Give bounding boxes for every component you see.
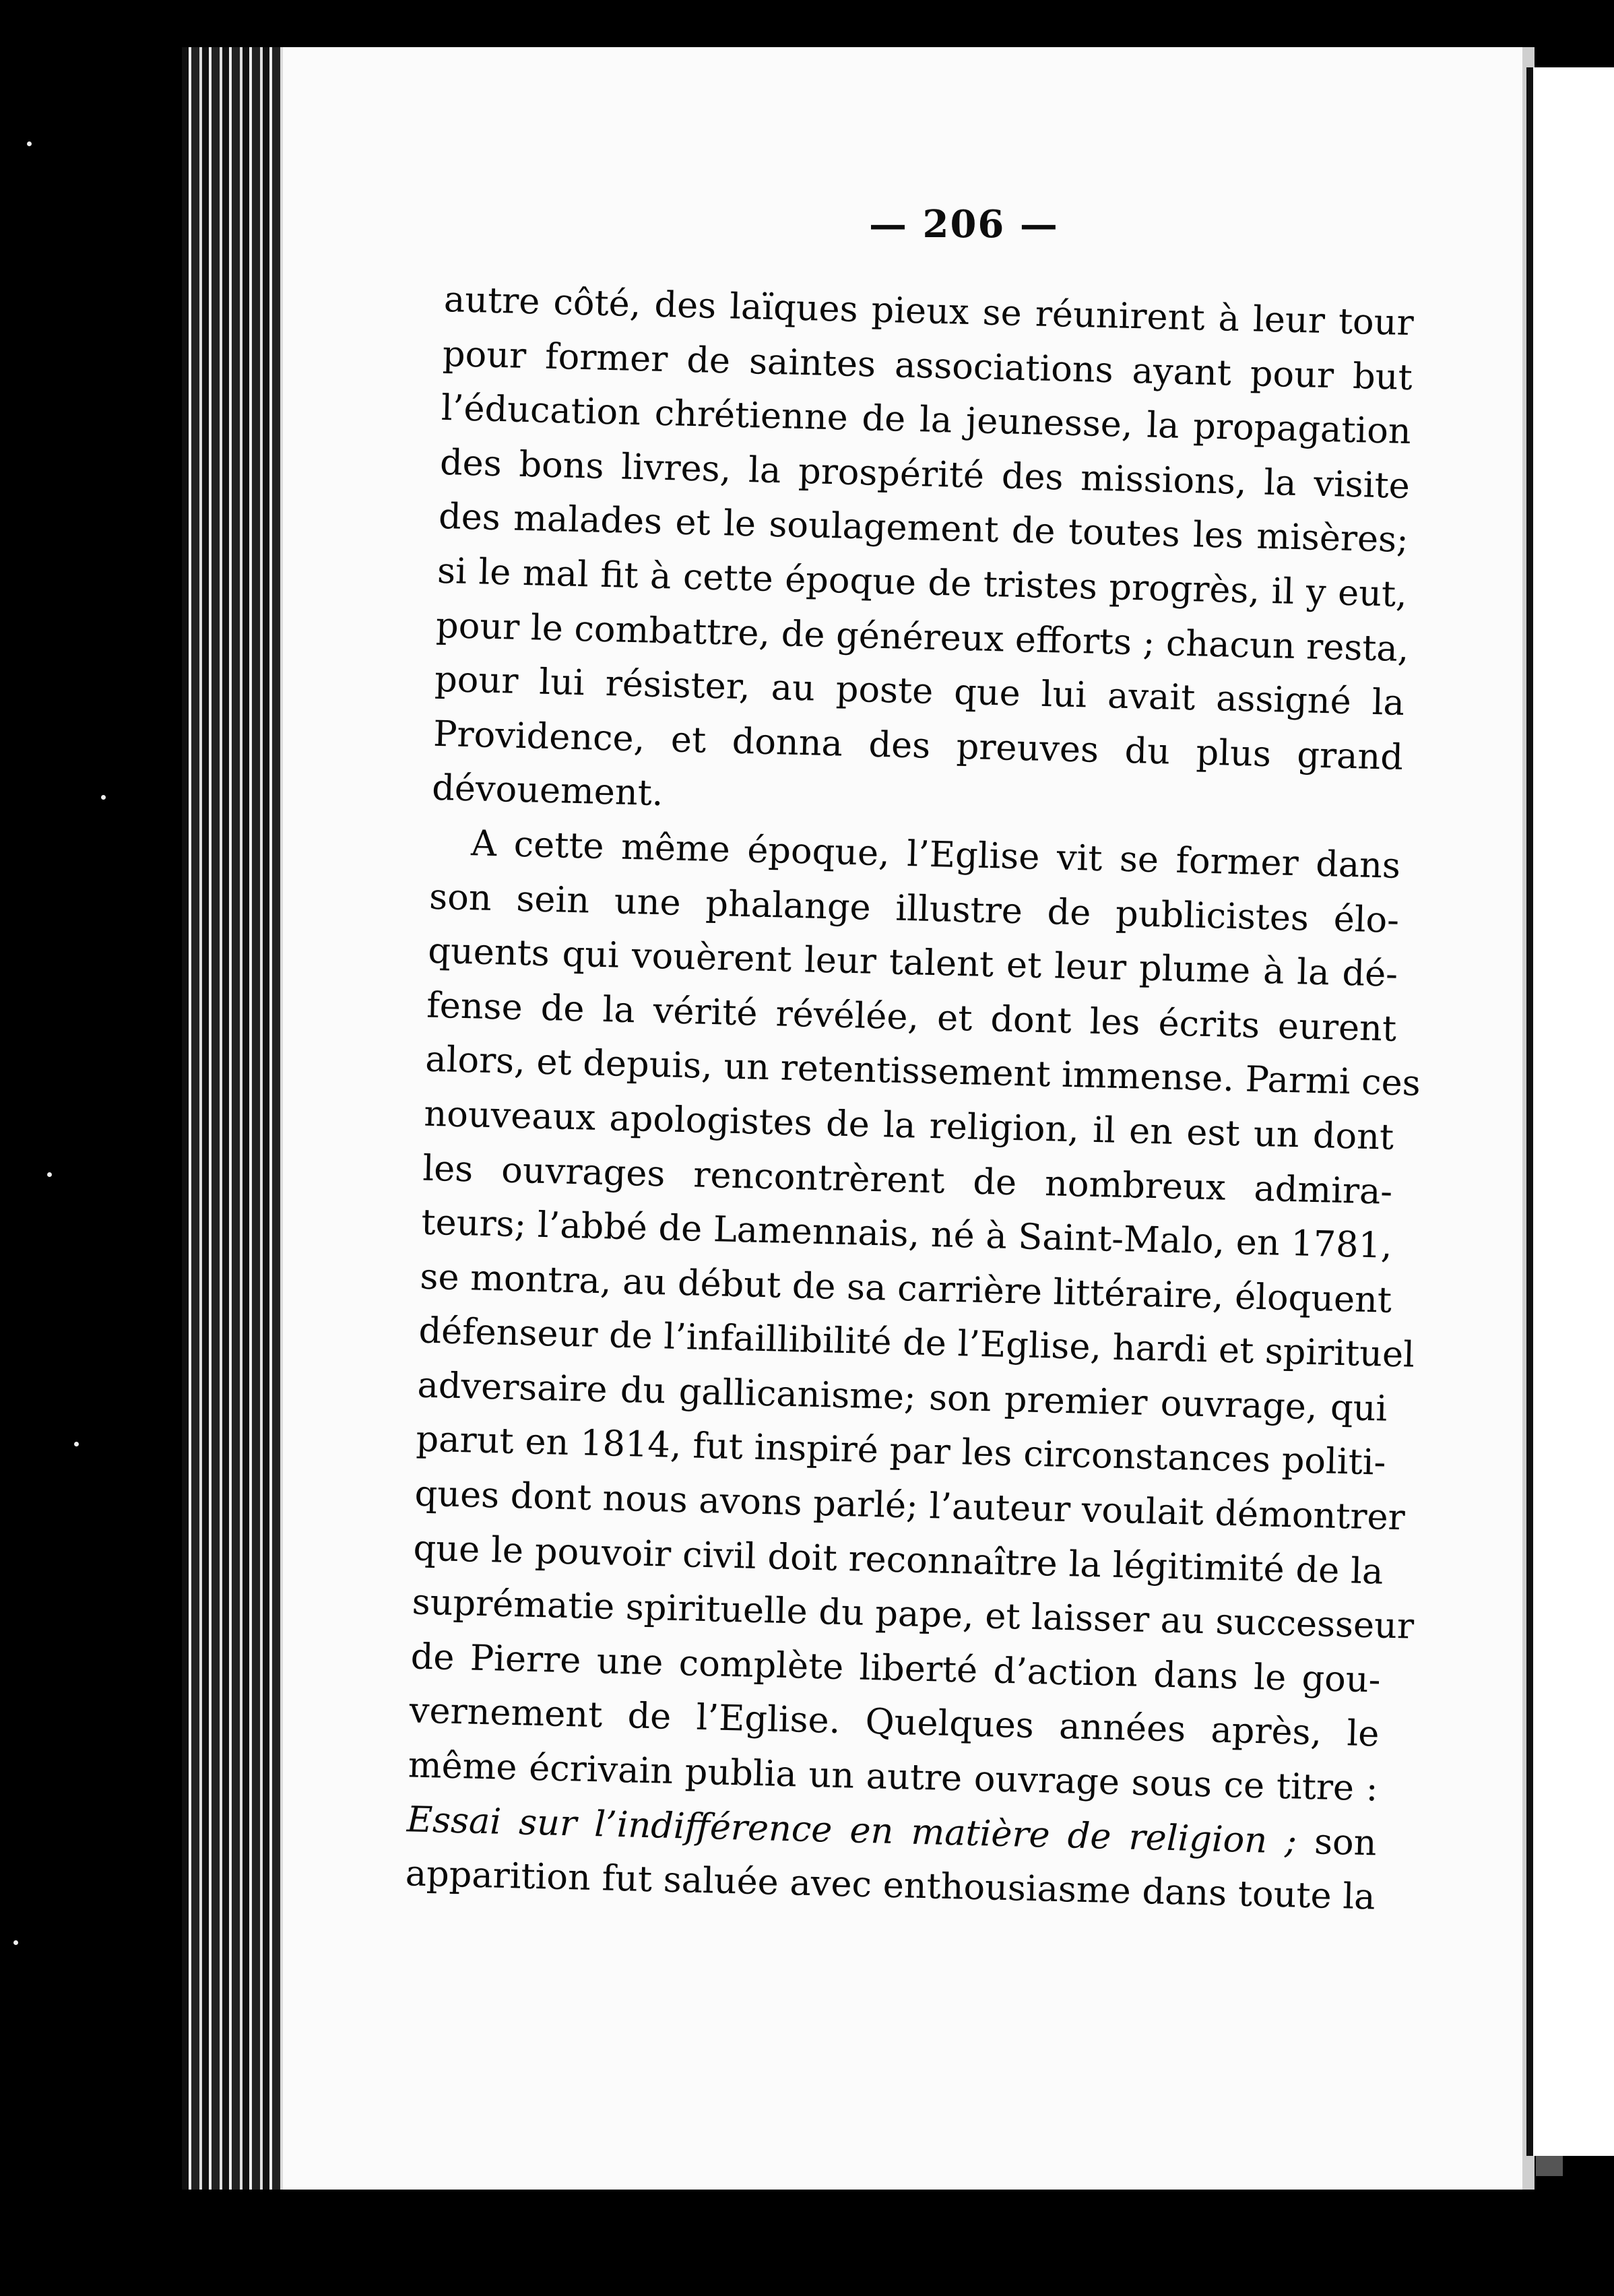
text-line: quents qui vouèrent leur talent et leur plume à la dé-	[427, 930, 1398, 995]
text-line: dévouement.	[431, 767, 664, 815]
text-fragment: son	[1296, 1820, 1378, 1864]
scan-speck	[47, 1172, 52, 1177]
text-line: pour lui résister, au poste que lui avait assigné la	[434, 658, 1405, 724]
page-body	[405, 273, 1421, 1925]
scan-speck	[101, 795, 106, 800]
text-line: même écrivain publia un autre ouvrage sous ce titre :	[408, 1744, 1379, 1810]
text-line: les ouvrages rencontrèrent de nombreux admira-	[422, 1147, 1393, 1213]
text-line: autre côté, des laïques pieux se réunirent à leur tour	[443, 278, 1415, 344]
text-line: vernement de l’Eglise. Quelques années après, le	[409, 1690, 1380, 1755]
text-line: des bons livres, la prospérité des missions, la visite	[439, 441, 1411, 507]
text-line: son sein une phalange illustre de publicistes élo-	[428, 876, 1400, 941]
text-line: nouveaux apologistes de la religion, il en est un dont	[423, 1093, 1394, 1158]
scan-speck	[13, 1940, 18, 1945]
text-line: fense de la vérité révélée, et dont les écrits eurent	[426, 984, 1397, 1050]
text-line: A cette même époque, l’Eglise vit se former dans	[470, 823, 1401, 887]
next-page-edge	[1526, 67, 1614, 2156]
text-line: Providence, et donna des preuves du plus grand	[432, 713, 1404, 778]
scan-speck	[74, 1442, 79, 1446]
text-line: suprématie spirituelle du pape, et laisser au successeur	[412, 1581, 1415, 1647]
text-line: teurs; l’abbé de Lamennais, né à Saint-Malo, en 1781,	[420, 1201, 1393, 1267]
scan-speck	[27, 141, 32, 146]
text-line: adversaire du gallicanisme; son premier ouvrage, qui	[416, 1364, 1388, 1430]
text-line: défenseur de l’infaillibilité de l’Eglise, hardi et spirituel	[418, 1310, 1415, 1376]
text-line: parut en 1814, fut inspiré par les circonstances politi-	[415, 1418, 1386, 1484]
book-spine-edge	[182, 47, 290, 2190]
book-title: Essai sur l’indifférence en matière de religion ;	[406, 1798, 1297, 1862]
text-line: pour le combattre, de généreux efforts ; chacun resta,	[435, 604, 1410, 670]
text-line: si le mal fit à cette époque de tristes progrès, il y eut,	[437, 550, 1408, 616]
text-line: de Pierre une complète liberté d’action dans le gou-	[410, 1636, 1382, 1701]
page-number: — 206 —	[869, 202, 1059, 247]
text-line: ques dont nous avons parlé; l’auteur voulait démontrer	[414, 1473, 1406, 1539]
text-line: se montra, au début de sa carrière littéraire, éloquent	[419, 1256, 1392, 1321]
text-line: des malades et le soulagement de toutes les misères;	[438, 496, 1409, 561]
text-line: alors, et depuis, un retentissement immense. Parmi ces	[424, 1038, 1421, 1105]
text-line: apparition fut saluée avec enthousiasme dans toute la	[405, 1853, 1376, 1918]
text-line: pour former de saintes associations ayant pour but	[442, 333, 1413, 398]
text-line: que le pouvoir civil doit reconnaître la légitimité de la	[413, 1527, 1384, 1593]
text-line: l’éducation chrétienne de la jeunesse, la propagation	[441, 387, 1412, 453]
